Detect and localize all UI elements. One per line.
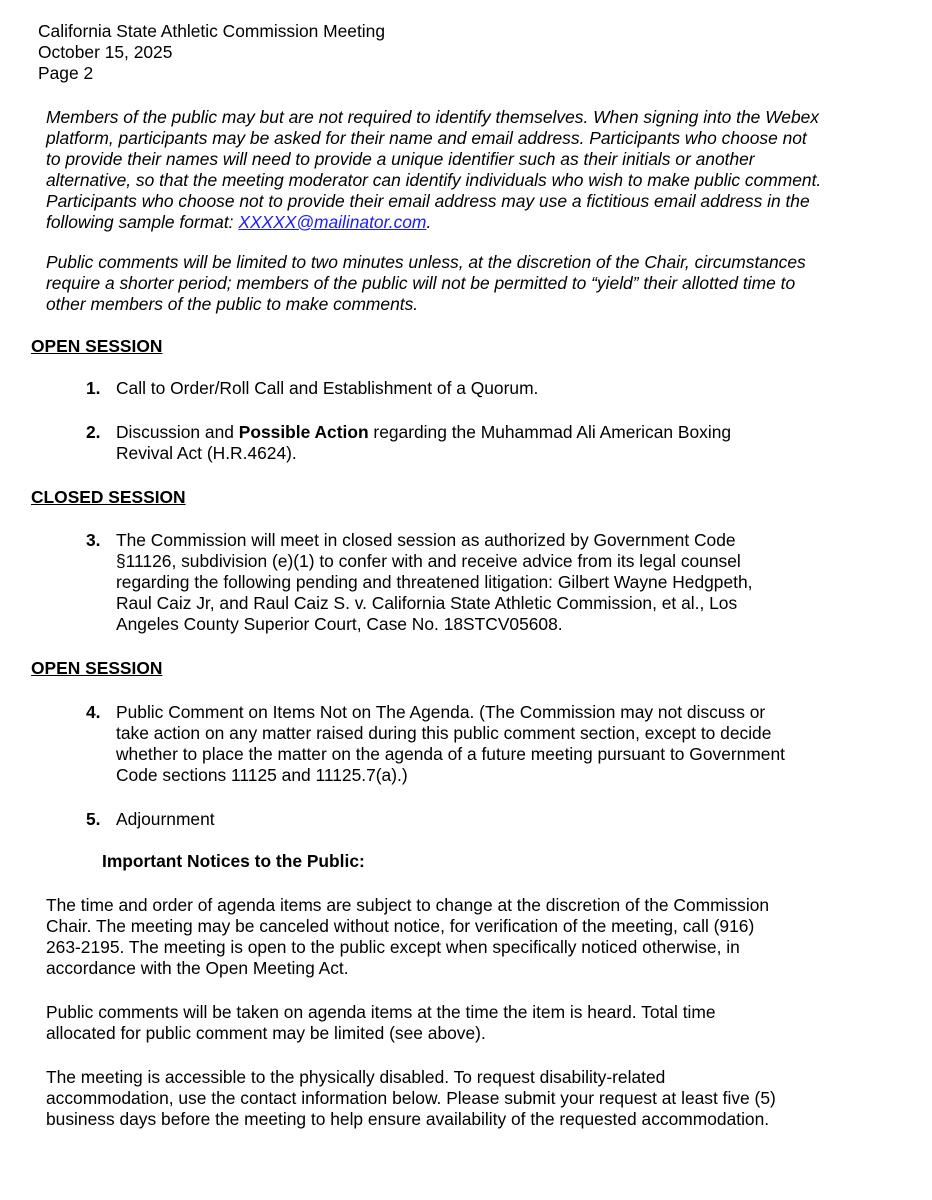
text-segment: Discussion and [116, 422, 239, 442]
item-number: 3. [86, 530, 101, 550]
important-notices-heading: Important Notices to the Public: [102, 851, 365, 871]
text-line: alternative, so that the meeting moderator can identify individuals who wish to make public comment. [46, 170, 822, 190]
text-line: Code sections 11125 and 11125.7(a).) [116, 765, 408, 785]
text-line: regarding the following pending and threatened litigation: Gilbert Wayne Hedgpeth, [116, 572, 753, 592]
notice-agenda-changes [46, 895, 866, 979]
page-number: Page 2 [38, 63, 94, 83]
text-line: §11126, subdivision (e)(1) to confer with and receive advice from its legal counsel [116, 551, 741, 571]
sample-email-link[interactable]: XXXXX@mailinator.com [238, 212, 427, 232]
text-line: other members of the public to make comments. [46, 294, 419, 314]
text-line: Public Comment on Items Not on The Agenda. (The Commission may not discuss or [116, 702, 766, 722]
text-line: The Commission will meet in closed session as authorized by Government Code [116, 530, 736, 550]
item-text: Adjournment [116, 809, 215, 829]
text-line: business days before the meeting to help ensure availability of the requested accommodation. [46, 1109, 770, 1129]
text-line: Chair. The meeting may be canceled without notice, for verification of the meeting, call (916) [46, 916, 755, 936]
text-line: Members of the public may but are not required to identify themselves. When signing into the Webex [46, 107, 820, 127]
item-text [116, 422, 856, 464]
item-text: Call to Order/Roll Call and Establishment of a Quorum. [116, 378, 539, 398]
possible-action-emphasis: Possible Action [238, 422, 369, 442]
meeting-date: October 15, 2025 [38, 42, 173, 62]
text-line: The meeting is accessible to the physically disabled. To request disability-related [46, 1067, 666, 1087]
public-comment-limit-paragraph [46, 252, 866, 315]
open-session-heading: OPEN SESSION [31, 336, 163, 356]
text-line: take action on any matter raised during this public comment section, except to decide [116, 723, 772, 743]
text-line: accommodation, use the contact information below. Please submit your request at least five (5) [46, 1088, 776, 1108]
text-line: Revival Act (H.R.4624). [116, 443, 297, 463]
text-line [116, 422, 856, 443]
notice-public-comments [46, 1002, 866, 1044]
text-line: allocated for public comment may be limited (see above). [46, 1023, 486, 1043]
text-line: Angeles County Superior Court, Case No. 18STCV05608. [116, 614, 563, 634]
text-segment: regarding the Muhammad Ali American Boxing [368, 422, 732, 442]
item-text [116, 702, 856, 786]
item-number: 1. [86, 378, 101, 398]
item-number: 2. [86, 422, 101, 442]
text-line: require a shorter period; members of the public will not be permitted to “yield” their allotted time to [46, 273, 796, 293]
sample-format-label: following sample format: [46, 212, 239, 232]
meeting-title: California State Athletic Commission Meeting [38, 21, 385, 41]
item-number: 4. [86, 702, 101, 722]
item-text [116, 530, 856, 635]
open-session-heading-2: OPEN SESSION [31, 658, 163, 678]
page-header [38, 21, 385, 84]
closed-session-heading: CLOSED SESSION [31, 487, 186, 507]
text-line: whether to place the matter on the agenda of a future meeting pursuant to Government [116, 744, 785, 764]
text-line: Public comments will be taken on agenda items at the time the item is heard. Total time [46, 1002, 716, 1022]
text-line: platform, participants may be asked for their name and email address. Participants who choose not [46, 128, 807, 148]
notice-accessibility [46, 1067, 866, 1130]
text-line: The time and order of agenda items are subject to change at the discretion of the Commission [46, 895, 770, 915]
text-line: accordance with the Open Meeting Act. [46, 958, 349, 978]
item-number: 5. [86, 809, 101, 829]
period: . [426, 212, 432, 232]
text-line: to provide their names will need to provide a unique identifier such as their initials or another [46, 149, 755, 169]
public-identification-paragraph [46, 107, 866, 233]
text-line: Public comments will be limited to two minutes unless, at the discretion of the Chair, circumstances [46, 252, 806, 272]
text-line: Raul Caiz Jr, and Raul Caiz S. v. California State Athletic Commission, et al., Los [116, 593, 738, 613]
text-line: Participants who choose not to provide their email address may use a fictitious email address in the [46, 191, 810, 211]
text-line: 263-2195. The meeting is open to the public except when specifically noticed otherwise, in [46, 937, 740, 957]
text-line [46, 212, 866, 233]
